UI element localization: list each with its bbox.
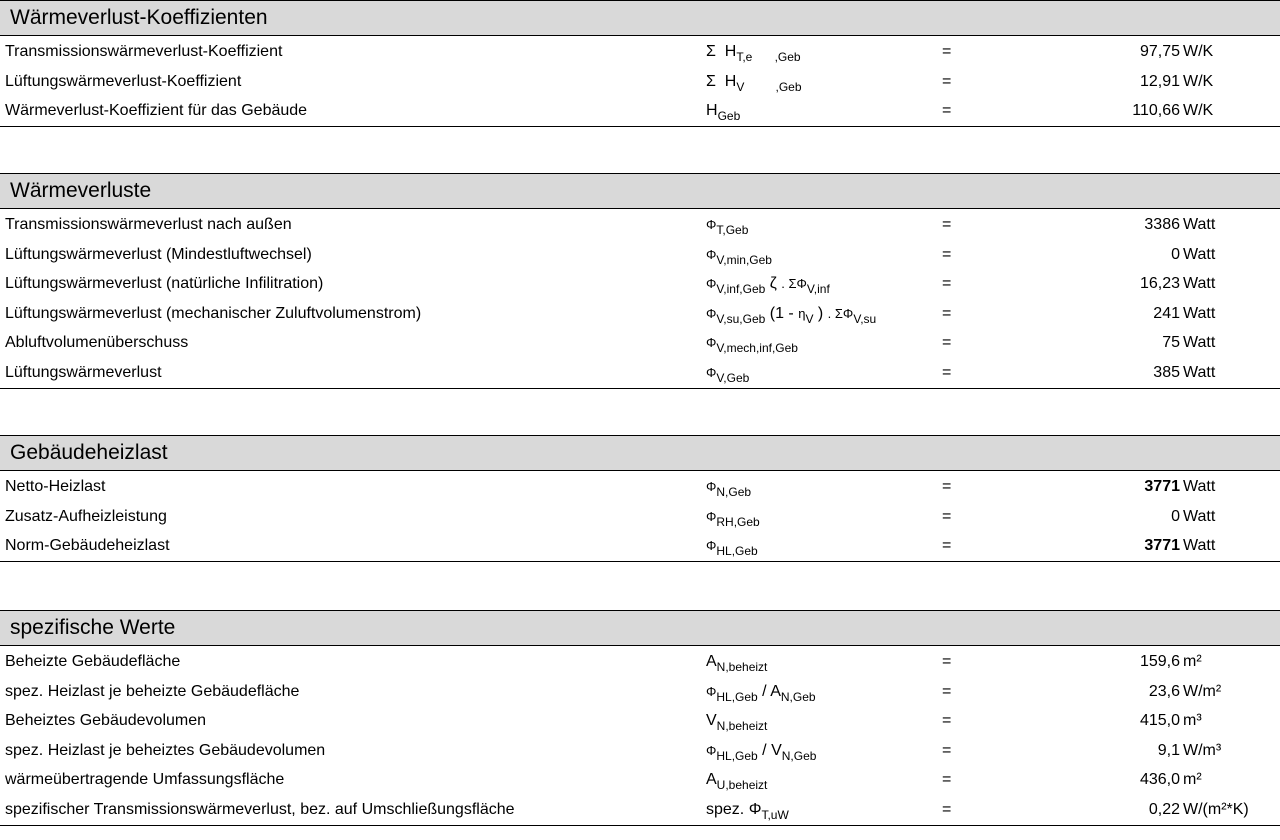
section-header: [0, 610, 1280, 646]
row-equals: =: [942, 275, 952, 293]
row-label: Norm-Gebäudeheizlast: [5, 537, 170, 555]
row-label: Lüftungswärmeverlust: [5, 364, 162, 381]
row-equals: =: [942, 334, 952, 352]
row-value: 97,75: [1139, 43, 1180, 60]
table-row: [0, 797, 1280, 825]
row-formula: $\Phi_{V,mech,inf,Geb}$: [706, 335, 798, 356]
row-equals: =: [942, 102, 952, 120]
row-formula: Σ $H_{T,e}$ $_{,Geb}$: [706, 43, 801, 64]
table-row: [0, 242, 1280, 270]
row-unit: W/K: [1183, 72, 1214, 90]
row-equals: =: [942, 245, 952, 263]
section-header: [0, 0, 1280, 36]
row-formula: $\Phi_{V,Geb}$: [706, 365, 750, 385]
row-label: Transmissionswärmeverlust-Koeffizient: [5, 43, 283, 60]
table-row: [0, 708, 1280, 736]
row-equals: =: [942, 712, 952, 730]
row-label: spez. Heizlast je beheizte Gebäudefläche: [5, 682, 300, 700]
section-divider: [0, 561, 1280, 562]
row-equals: =: [942, 364, 952, 381]
row-formula: $\Phi_{V,su,Geb}$ ($1 - \eta_V$ ) . $\Sigma\Phi_{V,su}$: [706, 304, 877, 326]
row-formula: spez. $\Phi_{T,uW}$: [706, 801, 789, 822]
row-equals: =: [942, 507, 952, 525]
row-label: Lüftungswärmeverlust-Koeffizient: [5, 72, 242, 90]
table-row: [0, 767, 1280, 795]
row-value: 159,6: [1139, 653, 1180, 670]
row-formula: $V_{N,beheizt}$: [706, 712, 768, 734]
row-label: Beheizte Gebäudefläche: [5, 653, 181, 670]
row-label: Lüftungswärmeverlust (Mindestluftwechsel): [5, 245, 312, 263]
row-value: 3386: [1144, 216, 1180, 233]
row-unit: Watt: [1183, 275, 1216, 293]
row-value: 3771: [1144, 478, 1180, 495]
row-label: spezifischer Transmissionswärmeverlust, bez. auf Umschließungsfläche: [5, 801, 515, 818]
row-unit: Watt: [1183, 304, 1216, 322]
row-label: Lüftungswärmeverlust (natürliche Infilitration): [5, 275, 324, 293]
row-equals: =: [942, 653, 952, 670]
row-value: 0: [1171, 245, 1180, 263]
section-title: spezifische Werte: [10, 616, 176, 639]
row-formula: $\Phi_{N,Geb}$: [706, 479, 752, 499]
row-label: spez. Heizlast je beheiztes Gebäudevolumen: [5, 741, 326, 759]
row-value: 110,66: [1132, 102, 1180, 120]
table-row: [0, 738, 1280, 766]
section-title: Wärmeverlust-Koeffizienten: [10, 6, 268, 29]
section-divider: [0, 388, 1280, 389]
row-equals: =: [942, 43, 952, 60]
row-unit: W/m²: [1183, 682, 1222, 700]
row-formula: $\Phi_{HL,Geb} / V_{N,Geb}$: [706, 741, 817, 763]
row-unit: W/K: [1183, 102, 1214, 120]
row-label: Wärmeverlust-Koeffizient für das Gebäude: [5, 102, 308, 120]
row-value: 436,0: [1139, 771, 1180, 789]
row-formula: $\Phi_{T,Geb}$: [706, 217, 749, 237]
row-label: wärmeübertragende Umfassungsfläche: [5, 771, 285, 789]
row-value: 0: [1171, 507, 1180, 525]
table-row: [0, 69, 1280, 97]
row-label: Transmissionswärmeverlust nach außen: [5, 216, 292, 233]
row-value: 75: [1162, 334, 1180, 352]
table-row: [0, 301, 1280, 329]
row-value: 241: [1153, 304, 1180, 322]
row-unit: m²: [1183, 771, 1202, 789]
row-equals: =: [942, 72, 952, 90]
table-row: [0, 360, 1280, 388]
row-value: 9,1: [1157, 741, 1180, 759]
row-equals: =: [942, 478, 952, 495]
row-formula: $\Phi_{V,inf,Geb}$ ζ . $\Sigma\Phi_{V,inf}$: [706, 275, 830, 297]
row-unit: W/m³: [1183, 741, 1222, 759]
section-header: [0, 173, 1280, 209]
row-formula: $H_{Geb}$: [706, 102, 741, 124]
row-unit: Watt: [1183, 537, 1216, 555]
row-equals: =: [942, 304, 952, 322]
row-equals: =: [942, 537, 952, 555]
row-value: 12,91: [1139, 72, 1180, 90]
table-row: [0, 533, 1280, 561]
row-unit: Watt: [1183, 216, 1216, 233]
row-equals: =: [942, 741, 952, 759]
row-label: Zusatz-Aufheizleistung: [5, 507, 167, 525]
table-row: [0, 212, 1280, 240]
row-unit: Watt: [1183, 245, 1216, 263]
table-row: [0, 98, 1280, 126]
row-equals: =: [942, 771, 952, 789]
row-unit: Watt: [1183, 507, 1216, 525]
section-title: Wärmeverluste: [10, 179, 152, 202]
row-label: Abluftvolumenüberschuss: [5, 334, 189, 352]
row-label: Lüftungswärmeverlust (mechanischer Zuluftvolumenstrom): [5, 304, 422, 322]
section-header: [0, 435, 1280, 471]
row-unit: W/K: [1183, 43, 1214, 60]
section-divider: [0, 825, 1280, 826]
row-value: 0,22: [1148, 801, 1180, 818]
row-formula: $\Phi_{HL,Geb}$: [706, 538, 758, 559]
row-label: Netto-Heizlast: [5, 478, 106, 495]
row-equals: =: [942, 801, 952, 818]
row-value: 16,23: [1139, 275, 1180, 293]
table-row: [0, 649, 1280, 677]
row-formula: $A_{U,beheizt}$: [706, 771, 768, 793]
row-value: 385: [1153, 364, 1180, 381]
row-value: 415,0: [1139, 712, 1180, 730]
row-equals: =: [942, 682, 952, 700]
table-row: [0, 474, 1280, 502]
row-formula: Σ $H_V$ $_{,Geb}$: [706, 72, 802, 94]
table-row: [0, 330, 1280, 358]
row-unit: Watt: [1183, 334, 1216, 352]
row-unit: m³: [1183, 712, 1202, 730]
section-title: Gebäudeheizlast: [10, 441, 168, 464]
section-divider: [0, 126, 1280, 127]
row-formula: $\Phi_{RH,Geb}$: [706, 508, 760, 529]
table-row: [0, 271, 1280, 299]
row-formula: $\Phi_{V,min,Geb}$: [706, 246, 772, 267]
row-unit: Watt: [1183, 364, 1216, 381]
table-row: [0, 39, 1280, 67]
row-formula: $\Phi_{HL,Geb} / A_{N,Geb}$: [706, 682, 816, 704]
row-unit: W/(m²*K): [1183, 801, 1249, 818]
row-formula: $A_{N,beheizt}$: [706, 653, 768, 674]
row-value: 23,6: [1148, 682, 1180, 700]
table-row: [0, 504, 1280, 532]
row-unit: m²: [1183, 653, 1202, 670]
table-row: [0, 679, 1280, 707]
row-equals: =: [942, 216, 952, 233]
row-unit: Watt: [1183, 478, 1216, 495]
row-value: 3771: [1144, 537, 1180, 555]
row-label: Beheiztes Gebäudevolumen: [5, 712, 207, 730]
